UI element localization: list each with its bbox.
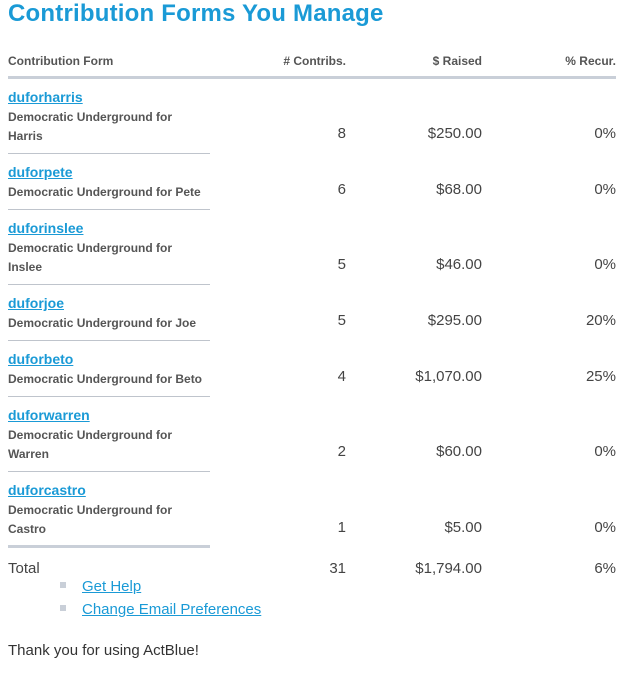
raised-cell: $295.00 bbox=[427, 312, 482, 329]
table-row bbox=[8, 397, 616, 472]
recur-cell: 20% bbox=[585, 312, 616, 329]
form-description: Democratic Underground for Inslee bbox=[8, 241, 173, 274]
raised-cell: $60.00 bbox=[436, 443, 482, 460]
contribs-cell: 6 bbox=[337, 181, 346, 198]
form-link-duforcastro[interactable]: duforcastro bbox=[8, 482, 86, 498]
contribs-cell: 5 bbox=[337, 312, 346, 329]
raised-cell: $68.00 bbox=[436, 181, 482, 198]
raised-cell: $250.00 bbox=[427, 125, 482, 142]
form-link-duforjoe[interactable]: duforjoe bbox=[8, 295, 64, 311]
table-row bbox=[8, 210, 616, 285]
form-description: Democratic Underground for Joe bbox=[8, 316, 197, 330]
list-item bbox=[60, 575, 261, 598]
recur-cell: 0% bbox=[594, 443, 616, 460]
recur-cell: 0% bbox=[594, 256, 616, 273]
list-item bbox=[60, 598, 261, 621]
form-description: Democratic Underground for Beto bbox=[8, 372, 203, 386]
page-title: Contribution Forms You Manage bbox=[8, 0, 384, 27]
bullet-icon bbox=[60, 605, 66, 611]
table-row bbox=[8, 78, 616, 155]
recur-cell: 0% bbox=[594, 125, 616, 142]
form-link-duforharris[interactable]: duforharris bbox=[8, 89, 83, 105]
column-header-form: Contribution Form bbox=[8, 46, 210, 78]
contribs-cell: 4 bbox=[337, 368, 346, 385]
total-row bbox=[8, 548, 616, 577]
get-help-link[interactable]: Get Help bbox=[82, 578, 142, 595]
contribs-cell: 5 bbox=[337, 256, 346, 273]
recur-cell: 0% bbox=[594, 519, 616, 536]
raised-cell: $46.00 bbox=[436, 256, 482, 273]
form-link-duforwarren[interactable]: duforwarren bbox=[8, 407, 90, 423]
form-cell bbox=[8, 78, 210, 155]
column-header-raised: $ Raised bbox=[346, 46, 482, 78]
form-description: Democratic Underground for Warren bbox=[8, 428, 173, 461]
form-link-duforbeto[interactable]: duforbeto bbox=[8, 351, 74, 367]
column-header-contribs: # Contribs. bbox=[210, 46, 346, 78]
form-link-duforpete[interactable]: duforpete bbox=[8, 164, 73, 180]
recur-cell: 25% bbox=[585, 368, 616, 385]
table-row bbox=[8, 154, 616, 210]
form-description: Democratic Underground for Castro bbox=[8, 503, 173, 536]
total-contribs: 31 bbox=[329, 560, 346, 577]
raised-cell: $5.00 bbox=[444, 519, 482, 536]
form-cell bbox=[8, 210, 210, 285]
form-cell bbox=[8, 472, 210, 548]
change-email-preferences-link[interactable]: Change Email Preferences bbox=[82, 601, 262, 618]
total-raised: $1,794.00 bbox=[415, 560, 482, 577]
form-cell bbox=[8, 285, 210, 341]
footer-links bbox=[60, 575, 261, 621]
total-recur: 6% bbox=[594, 560, 616, 577]
table-row bbox=[8, 341, 616, 397]
table-header-row bbox=[8, 46, 616, 78]
table-row bbox=[8, 285, 616, 341]
form-link-duforinslee[interactable]: duforinslee bbox=[8, 220, 84, 236]
contribs-cell: 2 bbox=[337, 443, 346, 460]
contribs-cell: 8 bbox=[337, 125, 346, 142]
total-label: Total bbox=[8, 560, 40, 577]
form-cell bbox=[8, 154, 210, 210]
table-row bbox=[8, 472, 616, 548]
recur-cell: 0% bbox=[594, 181, 616, 198]
raised-cell: $1,070.00 bbox=[415, 368, 482, 385]
form-cell bbox=[8, 397, 210, 472]
thank-you-message: Thank you for using ActBlue! bbox=[8, 642, 199, 659]
form-description: Democratic Underground for Harris bbox=[8, 110, 173, 143]
bullet-icon bbox=[60, 582, 66, 588]
contribution-forms-table bbox=[8, 46, 616, 577]
contribs-cell: 1 bbox=[337, 519, 346, 536]
form-cell bbox=[8, 341, 210, 397]
column-header-recur: % Recur. bbox=[482, 46, 616, 78]
form-description: Democratic Underground for Pete bbox=[8, 185, 201, 199]
